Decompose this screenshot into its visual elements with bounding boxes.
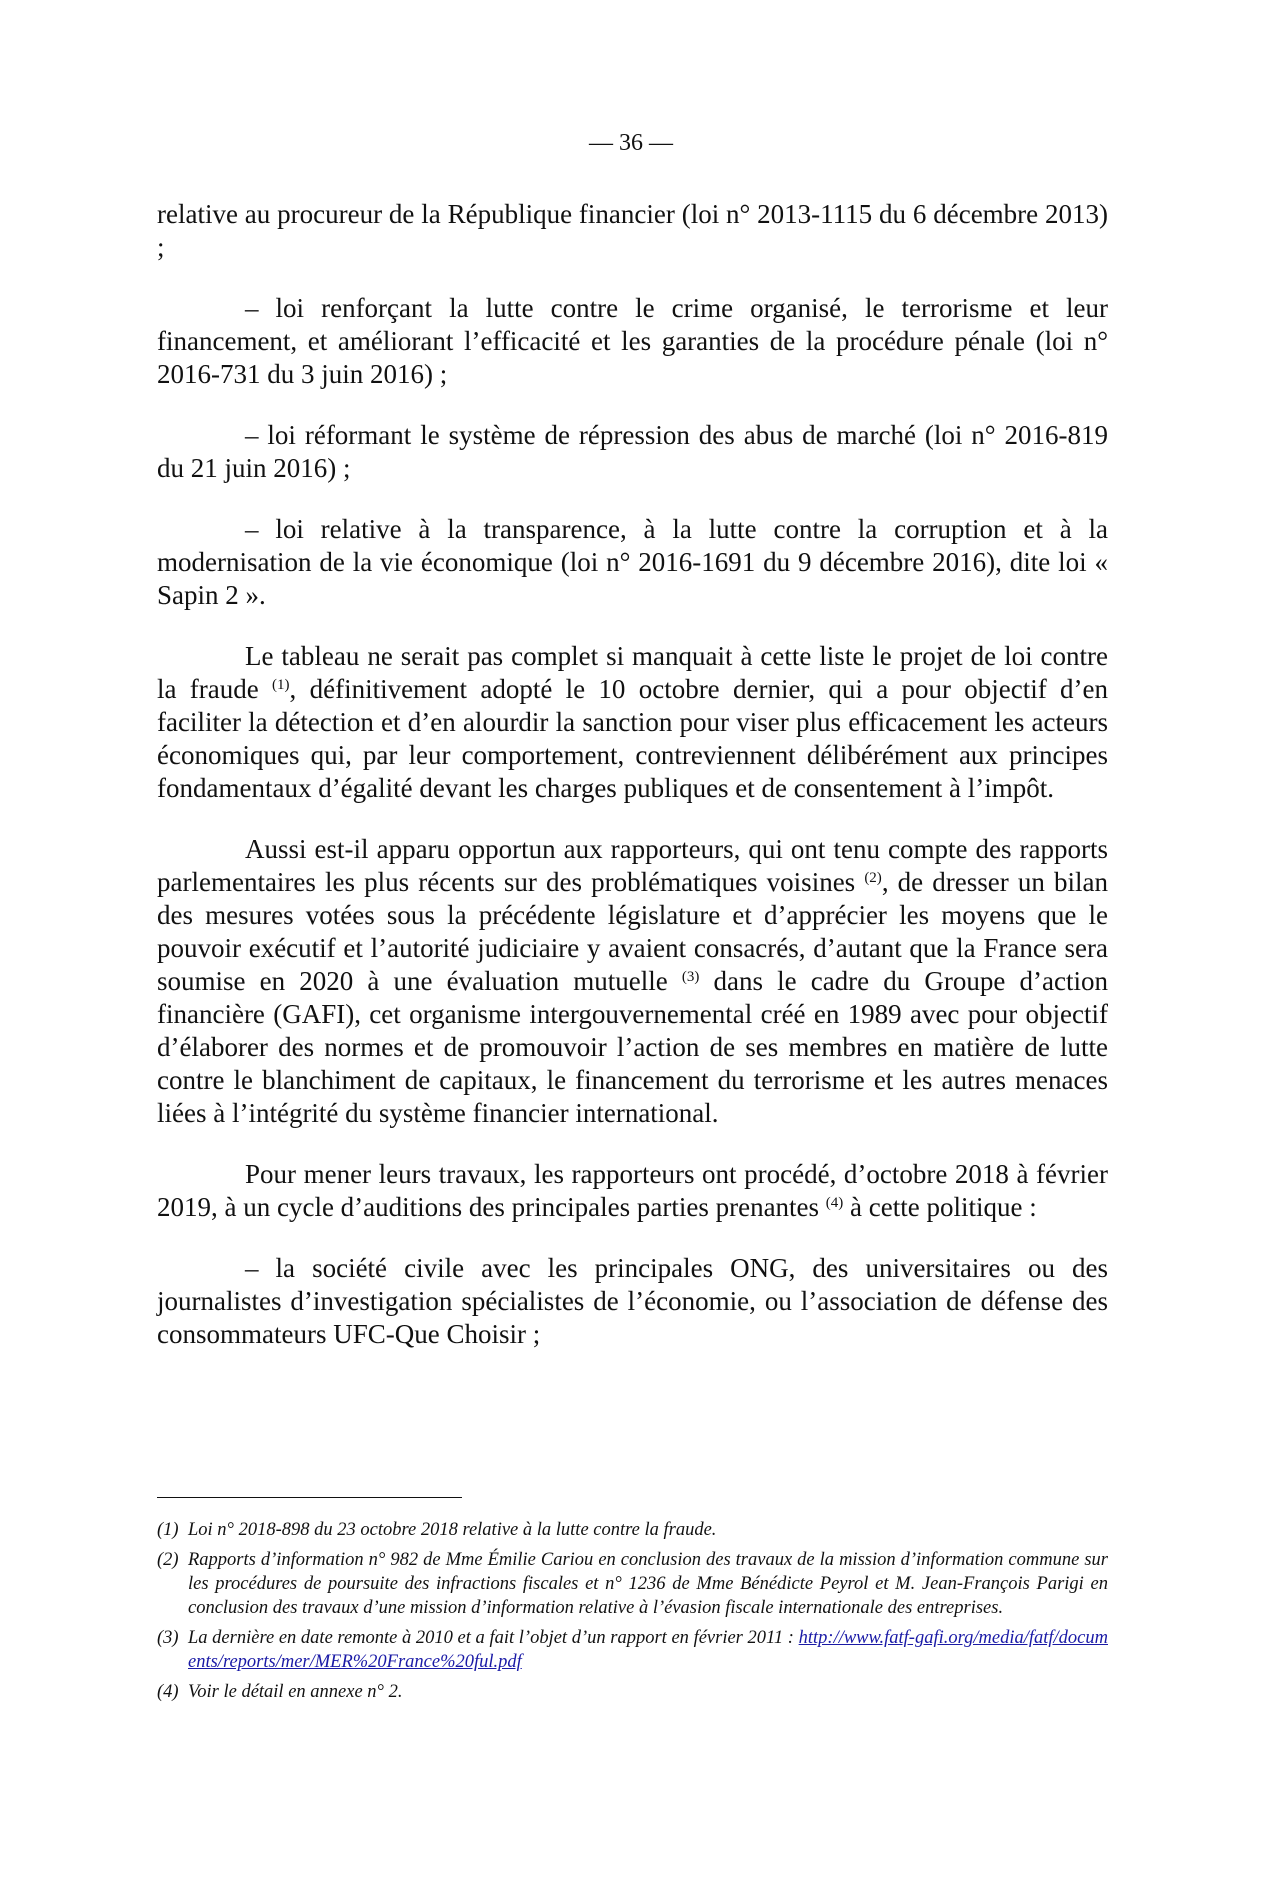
- paragraph-7-text-a: Pour mener leurs travaux, les rapporteurs ont procédé, d’octobre 2018 à février 2019, à un cycle d’auditions des principales parties prenantes: [157, 1159, 1108, 1222]
- footnote-separator: [157, 1497, 462, 1498]
- footnote-4: [157, 1680, 1108, 1704]
- paragraph-6-text-a: Aussi est-il apparu opportun aux rapporteurs, qui ont tenu compte des rapports parlementaires les plus récents sur des problématiques voisines: [157, 834, 1108, 897]
- paragraph-5-text-a: Le tableau ne serait pas complet si manquait à cette liste le projet de loi contre la fraude: [157, 641, 1108, 704]
- footnote-1: [157, 1518, 1108, 1542]
- footnote-text-wrapper: [188, 1626, 1108, 1674]
- paragraph-3: – loi réformant le système de répression des abus de marché (loi n° 2016-819 du 21 juin 2016) ;: [157, 420, 1108, 483]
- footnote-2: [157, 1548, 1108, 1620]
- paragraph-4: – loi relative à la transparence, à la lutte contre la corruption et à la modernisation de la vie économique (loi n° 2016-1691 du 9 décembre 2016), dite loi « Sapin 2 ».: [157, 514, 1108, 610]
- page-number: — 36 —: [589, 130, 673, 156]
- footnotes: [157, 1518, 1108, 1710]
- footnote-ref-2[interactable]: (2): [864, 870, 882, 886]
- footnote-text: Voir le détail en annexe n° 2.: [188, 1682, 403, 1702]
- footnote-number: (2): [157, 1550, 179, 1570]
- footnote-number: (3): [157, 1628, 179, 1648]
- paragraph-6-text-b: , de dresser un bilan des mesures votées sous la précédente législature et d’apprécier les moyens que le pouvoir exécutif et l’autorité judiciaire y avaient consacrés, d’autant que la France sera soumise en 2020 à une évaluation mutuelle: [157, 867, 1108, 996]
- paragraph-8: – la société civile avec les principales ONG, des universitaires ou des journalistes d’investigation spécialistes de l’économie, ou l’association de défense des consommateurs UFC-Que Choisir ;: [157, 1253, 1108, 1349]
- footnote-text: Rapports d’information n° 982 de Mme Émilie Cariou en conclusion des travaux de la mission d’information commune sur les procédures de poursuite des infractions fiscales et n° 1236 de Mme Bénédicte Peyrol et M. Jean-François Parigi en conclusion des travaux d’une mission d’information relative à l’évasion fiscale internationale des entreprises.: [188, 1550, 1108, 1618]
- paragraph-6-text-c: dans le cadre du Groupe d’action financière (GAFI), cet organisme intergouvernemental créé en 1989 avec pour objectif d’élaborer des normes et de promouvoir l’action de ses membres en matière de lutte contre le blanchiment de capitaux, le financement du terrorisme et les autres menaces liées à l’intégrité du système financier international.: [157, 966, 1108, 1128]
- footnote-text: Loi n° 2018-898 du 23 octobre 2018 relative à la lutte contre la fraude.: [188, 1520, 717, 1540]
- footnote-number: (1): [157, 1520, 179, 1540]
- paragraph-7: [157, 1158, 1108, 1224]
- footnote-ref-1[interactable]: (1): [272, 677, 290, 693]
- paragraph-5-text-b: , définitivement adopté le 10 octobre dernier, qui a pour objectif d’en faciliter la détection et d’en alourdir la sanction pour viser plus efficacement les acteurs économiques qui, par leur comportement, contreviennent délibérément aux principes fondamentaux d’égalité devant les charges publiques et de consentement à l’impôt.: [157, 674, 1109, 803]
- footnote-number: (4): [157, 1682, 179, 1702]
- paragraph-5: [157, 640, 1108, 805]
- paragraph-2: – loi renforçant la lutte contre le crime organisé, le terrorisme et leur financement, et améliorant l’efficacité et les garanties de la procédure pénale (loi n° 2016-731 du 3 juin 2016) ;: [157, 293, 1108, 389]
- footnote-text: La dernière en date remonte à 2010 et a fait l’objet d’un rapport en février 2011 :: [188, 1628, 799, 1648]
- footnote-ref-4[interactable]: (4): [825, 1195, 844, 1211]
- paragraph-1: relative au procureur de la République financier (loi n° 2013-1115 du 6 décembre 2013) ;: [157, 199, 1108, 262]
- fatf-report-link[interactable]: http://www.fatf-gafi.org/media/fatf/documents/reports/mer/MER%20France%20ful.pdf: [188, 1628, 1108, 1672]
- main-text: [157, 198, 1108, 1379]
- paragraph-6: [157, 833, 1108, 1130]
- footnote-ref-3[interactable]: (3): [681, 969, 700, 985]
- paragraph-7-text-b: à cette politique :: [843, 1192, 1037, 1222]
- footnote-3: [157, 1626, 1108, 1674]
